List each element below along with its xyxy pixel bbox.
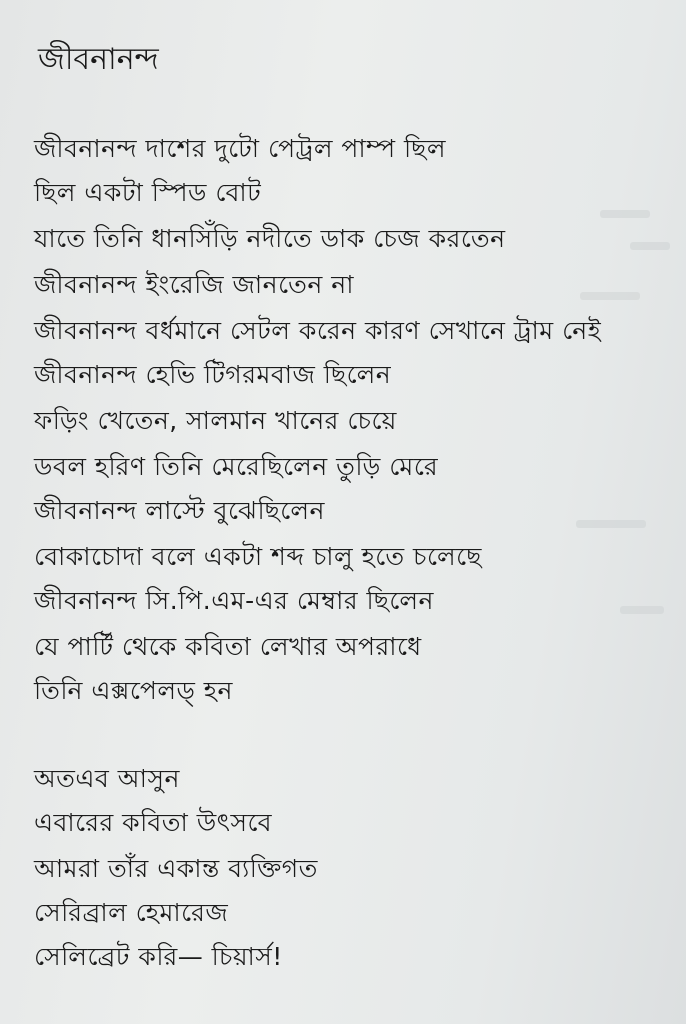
poem-line: এবারের কবিতা উৎসবে [34,808,272,837]
poem-line: সেলিব্রেট করি— চিয়ার্স! [34,942,283,971]
poem-line: জীবনানন্দ হেভি টিগরমবাজ ছিলেন [34,360,392,389]
poem-line: জীবনানন্দ ইংরেজি জানতেন না [34,270,354,299]
poem-title: জীবনানন্দ [38,42,159,77]
poem-line: যাতে তিনি ধানসিঁড়ি নদীতে ডাক চেজ করতেন [34,224,506,253]
poem-line: ডবল হরিণ তিনি মেরেছিলেন তুড়ি মেরে [34,452,439,481]
poem-line: জীবনানন্দ বর্ধমানে সেটল করেন কারণ সেখানে ট্রাম নেই [34,316,602,345]
poem-line: ফড়িং খেতেন, সালমান খানের চেয়ে [34,406,397,435]
poem-line: জীবনানন্দ সি.পি.এম-এর মেম্বার ছিলেন [34,586,434,615]
poem-line: অতএব আসুন [34,764,180,793]
poem-line: বোকাচোদা বলে একটা শব্দ চালু হতে চলেছে [34,542,482,571]
poem-line: তিনি এক্সপেলড্ হন [34,676,233,705]
bleed-through-text [560,0,686,1024]
poem-line: ছিল একটা স্পিড বোট [34,178,262,207]
poem-line: জীবনানন্দ দাশের দুটো পেট্রল পাম্প ছিল [34,134,446,163]
poem-line: সেরিব্রাল হেমারেজ [34,898,229,927]
poem-line: যে পার্টি থেকে কবিতা লেখার অপরাধে [34,632,422,661]
poem-line: জীবনানন্দ লাস্টে বুঝেছিলেন [34,496,325,525]
poem-line: আমরা তাঁর একান্ত ব্যক্তিগত [34,854,318,883]
